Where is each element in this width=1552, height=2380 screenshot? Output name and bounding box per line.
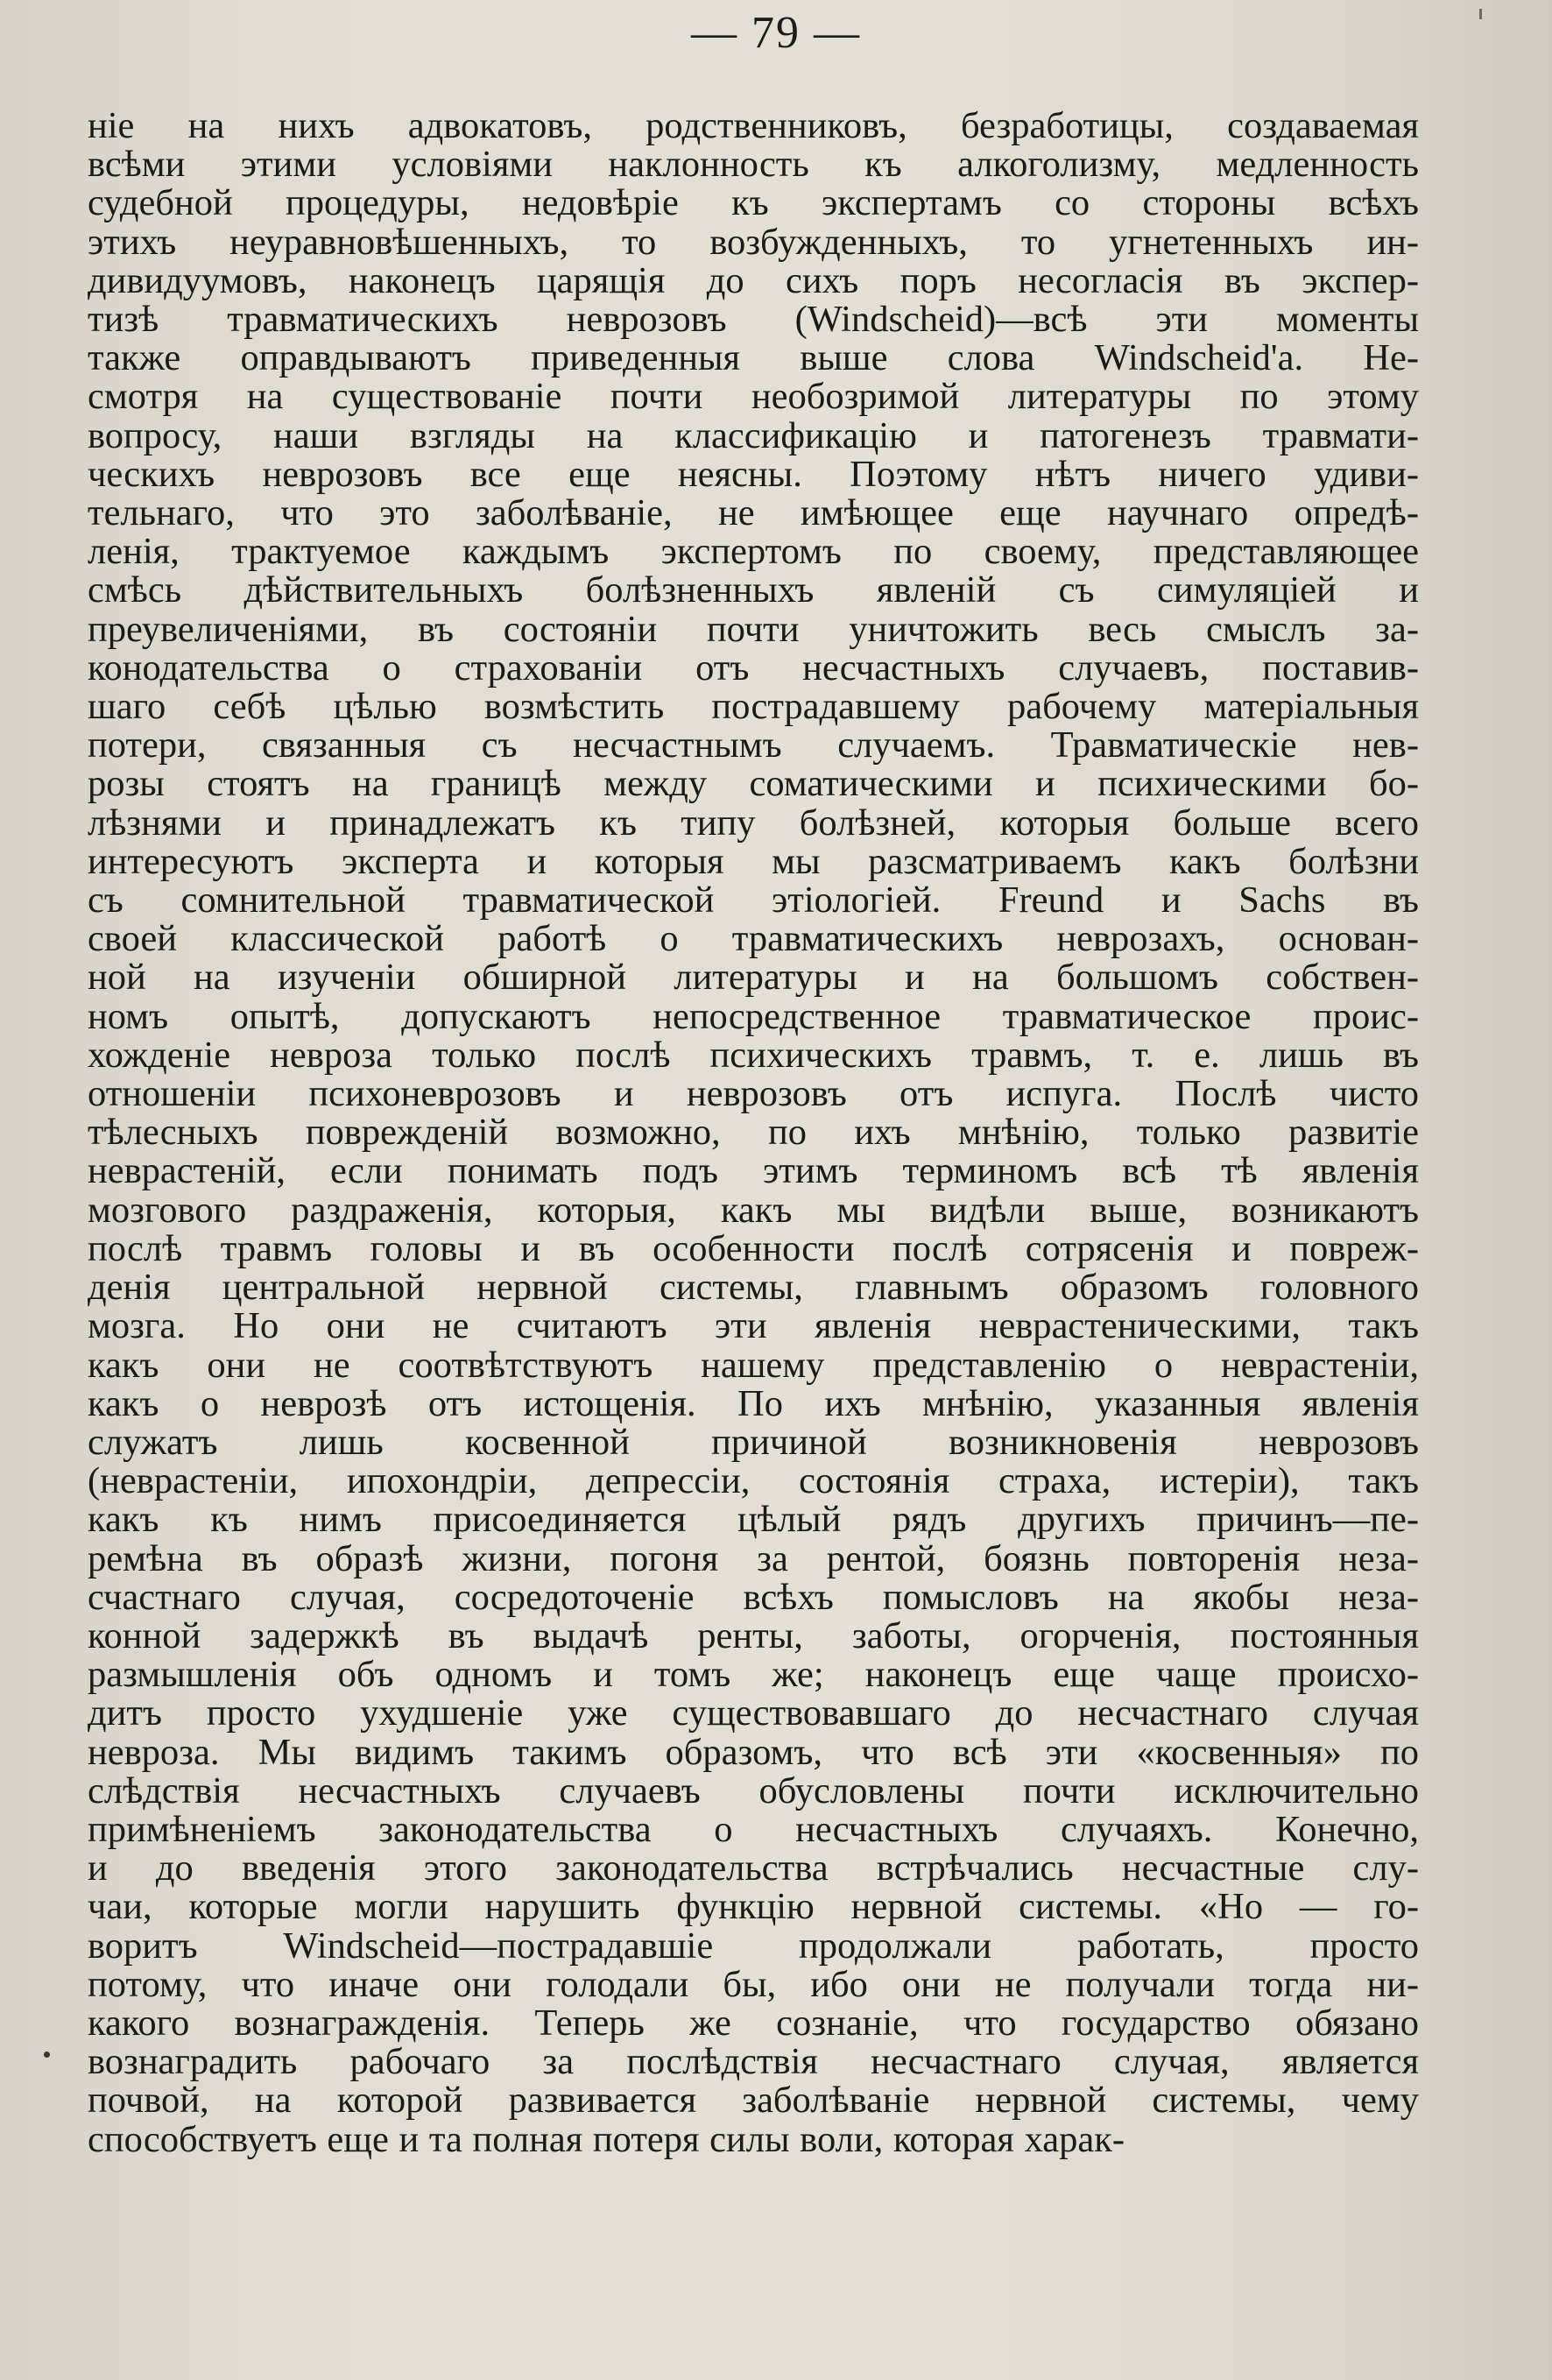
text-line: какого вознагражденія. Теперь же сознаніе, что государство обязано bbox=[88, 2002, 1419, 2044]
text-line: тѣлесныхъ поврежденій возможно, по ихъ мнѣнію, только развитіе bbox=[88, 1112, 1419, 1154]
text-line: лѣзнями и принадлежатъ къ типу болѣзней, которыя больше всего bbox=[88, 802, 1419, 844]
text-line: чаи, которые могли нарушить функцію нервной системы. «Но — го- bbox=[88, 1886, 1419, 1928]
text-line: потери, связанныя съ несчастнымъ случаемъ. Травматическіе нев- bbox=[88, 724, 1419, 766]
text-line: этихъ неуравновѣшенныхъ, то возбужденныхъ, то угнетенныхъ ин- bbox=[88, 221, 1419, 263]
text-line: (неврастеніи, ипохондріи, депрессіи, состоянія страха, истеріи), такъ bbox=[88, 1460, 1419, 1502]
text-line: примѣненіемъ законодательства о несчастныхъ случаяхъ. Конечно, bbox=[88, 1808, 1419, 1850]
text-line: денія центральной нервной системы, главнымъ образомъ головного bbox=[88, 1267, 1419, 1309]
text-line: конодательства о страхованіи отъ несчастныхъ случаевъ, поставив- bbox=[88, 646, 1419, 689]
text-line: ніе на нихъ адвокатовъ, родственниковъ, безработицы, создаваемая bbox=[88, 105, 1419, 146]
text-line: способствуетъ еще и та полная потеря силы воли, которая харак- bbox=[88, 2118, 1125, 2160]
text-line: ленія, трактуемое каждымъ экспертомъ по своему, представляющее bbox=[88, 531, 1419, 573]
text-line: ремѣна въ образѣ жизни, погоня за рентой, боязнь повторенія неза- bbox=[88, 1537, 1419, 1579]
text-line: какъ о неврозѣ отъ истощенія. По ихъ мнѣнію, указанныя явленія bbox=[88, 1382, 1419, 1424]
text-line: шаго себѣ цѣлью возмѣстить пострадавшему рабочему матеріальныя bbox=[88, 686, 1419, 728]
text-line: невроза. Мы видимъ такимъ образомъ, что всѣ эти «косвенныя» по bbox=[88, 1731, 1419, 1773]
text-line: также оправдываютъ приведенныя выше слова Windscheid'a. Не- bbox=[88, 337, 1419, 379]
stray-ink-dot bbox=[44, 2052, 50, 2058]
text-line: съ сомнительной травматической этіологіей. Freund и Sachs въ bbox=[88, 879, 1419, 922]
text-line: всѣми этими условіями наклонность къ алкоголизму, медленность bbox=[88, 144, 1419, 186]
text-line: смѣсь дѣйствительныхъ болѣзненныхъ явленій съ симуляціей и bbox=[88, 569, 1419, 611]
text-line: мозгового раздраженія, которыя, какъ мы видѣли выше, возникаютъ bbox=[88, 1189, 1419, 1231]
text-line: номъ опытѣ, допускаютъ непосредственное травматическое проис- bbox=[88, 995, 1419, 1037]
text-line: размышленія объ одномъ и томъ же; наконецъ еще чаще происхо- bbox=[88, 1654, 1419, 1696]
text-line: вознаградить рабочаго за послѣдствія несчастнаго случая, является bbox=[88, 2041, 1419, 2083]
text-line: какъ они не соотвѣтствуютъ нашему представленію о неврастеніи, bbox=[88, 1344, 1419, 1386]
text-line: мозга. Но они не считаютъ эти явленія неврастеническими, такъ bbox=[88, 1305, 1419, 1347]
text-line: конной задержкѣ въ выдачѣ ренты, заботы, огорченія, постоянныя bbox=[88, 1614, 1419, 1656]
page-number: — 79 — bbox=[691, 8, 861, 58]
text-line: смотря на существованіе почти необозримой литературы по этому bbox=[88, 376, 1419, 418]
text-line: потому, что иначе они голодали бы, ибо они не получали тогда ни- bbox=[88, 1963, 1419, 2005]
text-line: какъ къ нимъ присоединяется цѣлый рядъ другихъ причинъ—пе- bbox=[88, 1499, 1419, 1541]
text-line: дивидуумовъ, наконецъ царящія до сихъ поръ несогласія въ экспер- bbox=[88, 259, 1419, 301]
text-line: дитъ просто ухудшеніе уже существовавшаго до несчастнаго случая bbox=[88, 1692, 1419, 1734]
text-line: судебной процедуры, недовѣріе къ экспертамъ со стороны всѣхъ bbox=[88, 182, 1419, 224]
text-line: служатъ лишь косвенной причиной возникновенія неврозовъ bbox=[88, 1421, 1419, 1463]
text-line: интересуютъ эксперта и которыя мы разсматриваемъ какъ болѣзни bbox=[88, 840, 1419, 882]
text-line: неврастеній, если понимать подъ этимъ терминомъ всѣ тѣ явленія bbox=[88, 1150, 1419, 1192]
text-line: воритъ Windscheid—пострадавшіе продолжали работать, просто bbox=[88, 1924, 1419, 1967]
text-line: преувеличеніями, въ состояніи почти уничтожить весь смыслъ за- bbox=[88, 608, 1419, 650]
text-line: своей классической работѣ о травматическихъ неврозахъ, основан- bbox=[88, 918, 1419, 960]
text-line: розы стоятъ на границѣ между соматическими и психическими бо- bbox=[88, 763, 1419, 805]
text-line: слѣдствія несчастныхъ случаевъ обусловлены почти исключительно bbox=[88, 1769, 1419, 1811]
body-text bbox=[88, 107, 1419, 2159]
text-line: хожденіе невроза только послѣ психическихъ травмъ, т. е. лишь въ bbox=[88, 1034, 1419, 1076]
text-line: послѣ травмъ головы и въ особенности послѣ сотрясенія и повреж- bbox=[88, 1227, 1419, 1269]
text-line: вопросу, наши взгляды на классификацію и патогенезъ травмати- bbox=[88, 414, 1419, 456]
text-line: ческихъ неврозовъ все еще неясны. Поэтому нѣтъ ничего удиви- bbox=[88, 453, 1419, 495]
text-line: тизѣ травматическихъ неврозовъ (Windscheid)—всѣ эти моменты bbox=[88, 299, 1419, 341]
text-line: почвой, на которой развивается заболѣваніе нервной системы, чему bbox=[88, 2080, 1419, 2122]
text-line: тельнаго, что это заболѣваніе, не имѣющее еще научнаго опредѣ- bbox=[88, 492, 1419, 534]
text-line: и до введенія этого законодательства встрѣчались несчастные слу- bbox=[88, 1847, 1419, 1889]
text-line: отношеніи психоневрозовъ и неврозовъ отъ испуга. Послѣ чисто bbox=[88, 1073, 1419, 1115]
text-line: ной на изученіи обширной литературы и на большомъ собствен- bbox=[88, 957, 1419, 999]
text-line: счастнаго случая, сосредоточеніе всѣхъ помысловъ на якобы неза- bbox=[88, 1576, 1419, 1618]
